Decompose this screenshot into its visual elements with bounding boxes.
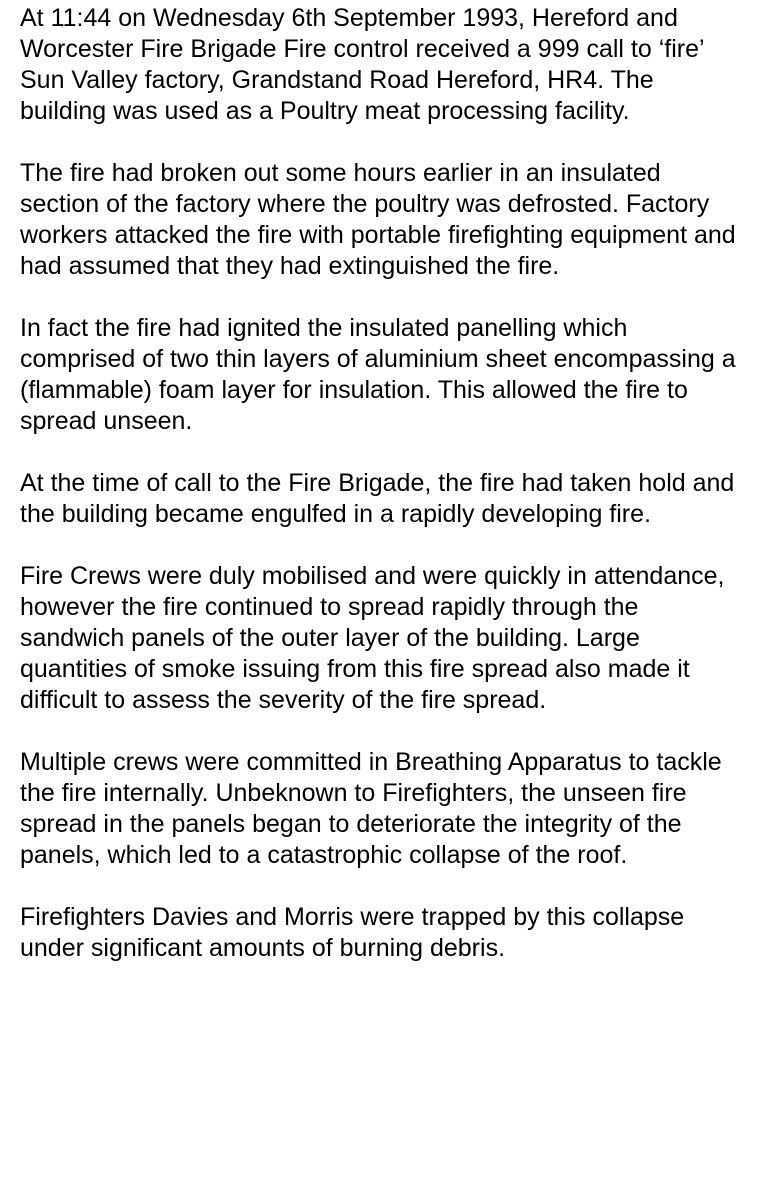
paragraph-fire-origin: The fire had broken out some hours earlier in an insulated section of the factory where the poultry was defrosted. Factory workers attacked the fire with portable firefighting equipment and had assumed that they had extinguished the fire. [20, 159, 736, 280]
paragraph-fire-call: At 11:44 on Wednesday 6th September 1993, Hereford and Worcester Fire Brigade Fire control received a 999 call to ‘fire’ Sun Valley factory, Grandstand Road Hereford, HR4. The building was used as a Poultry meat processing facility. [20, 4, 704, 125]
paragraph-fire-crews-response: Fire Crews were duly mobilised and were quickly in attendance, however the fire continued to spread rapidly through the sandwich panels of the outer layer of the building. Large quantities of smoke issuing from this fire spread also made it difficult to assess the severity of the fire spread. [20, 562, 725, 714]
paragraph-roof-collapse: Multiple crews were committed in Breathing Apparatus to tackle the fire internally. Unbeknown to Firefighters, the unseen fire spread in the panels began to deteriorate the integrity of the panels, which led to a catastrophic collapse of the roof. [20, 748, 722, 869]
paragraph-firefighters-trapped: Firefighters Davies and Morris were trapped by this collapse under significant amounts of burning debris. [20, 903, 685, 962]
paragraph-fire-engulfed-building: At the time of call to the Fire Brigade, the fire had taken hold and the building became engulfed in a rapidly developing fire. [20, 469, 735, 528]
paragraph-insulated-panelling: In fact the fire had ignited the insulated panelling which comprised of two thin layers of aluminium sheet encompassing a (flammable) foam layer for insulation. This allowed the fire to spread unseen. [20, 314, 736, 435]
